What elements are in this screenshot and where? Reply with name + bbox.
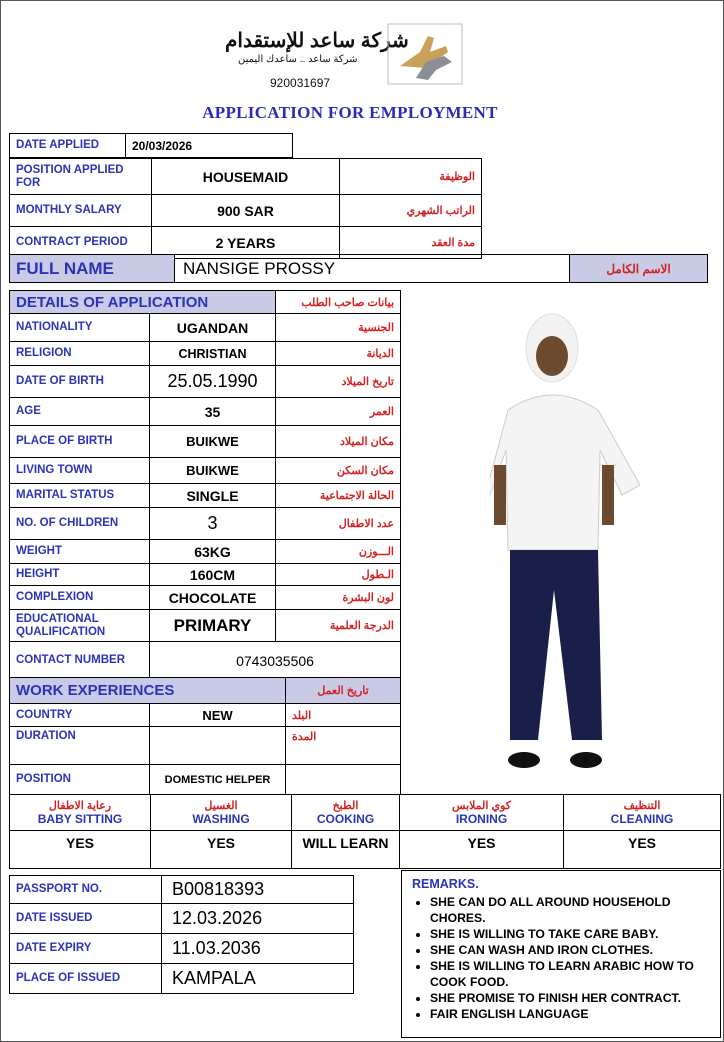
skill-washing-label: WASHING	[192, 812, 250, 826]
height-label: HEIGHT	[10, 564, 150, 586]
education-value: PRIMARY	[150, 610, 276, 642]
skill-cleaning-header	[564, 795, 721, 831]
full-name-value: NANSIGE PROSSY	[175, 255, 570, 283]
living-town-value: BUIKWE	[150, 458, 276, 484]
skill-babysitting-header	[10, 795, 151, 831]
contact-value: 0743035506	[150, 642, 401, 680]
nationality-label-ar: الجنسية	[276, 314, 401, 342]
position-label: POSITION APPLIED FOR	[10, 159, 152, 195]
place-of-birth-value: BUIKWE	[150, 426, 276, 458]
age-label: AGE	[10, 398, 150, 426]
skill-ironing-header	[400, 795, 564, 831]
passport-no-label: PASSPORT NO.	[10, 876, 162, 904]
work-country-label-ar: البلد	[286, 704, 401, 727]
work-position-extra	[286, 765, 401, 795]
skill-cleaning-label: CLEANING	[610, 812, 674, 826]
skill-cleaning-value: YES	[564, 831, 721, 869]
salary-label-ar: الراتب الشهري	[340, 195, 482, 227]
date-applied-table	[9, 133, 293, 158]
marital-status-label-ar: الحالة الاجتماعية	[276, 484, 401, 508]
place-issued-label: PLACE OF ISSUED	[10, 964, 162, 994]
skill-cleaning-ar: التنظيف	[623, 800, 661, 812]
date-applied-label: DATE APPLIED	[10, 134, 126, 158]
complexion-value: CHOCOLATE	[150, 586, 276, 610]
religion-value: CHRISTIAN	[150, 342, 276, 366]
work-duration-value	[150, 727, 286, 765]
living-town-label-ar: مكان السكن	[276, 458, 401, 484]
marital-status-value: SINGLE	[150, 484, 276, 508]
passport-no-value: B00818393	[162, 876, 354, 904]
contract-value: 2 YEARS	[152, 227, 340, 259]
skill-washing-ar: الغسيل	[204, 800, 238, 812]
work-duration-label: DURATION	[10, 727, 150, 765]
date-issued-value: 12.03.2026	[162, 904, 354, 934]
skill-babysitting-value: YES	[10, 831, 151, 869]
children-label: NO. OF CHILDREN	[10, 508, 150, 540]
skill-washing-value: YES	[151, 831, 292, 869]
remark-item: • SHE IS WILLING TO TAKE CARE BABY.	[430, 926, 710, 942]
religion-label: RELIGION	[10, 342, 150, 366]
place-of-birth-label: PLACE OF BIRTH	[10, 426, 150, 458]
dob-label: DATE OF BIRTH	[10, 366, 150, 398]
remarks-box	[401, 870, 721, 1038]
place-issued-value: KAMPALA	[162, 964, 354, 994]
passport-table	[9, 875, 354, 994]
weight-value: 63KG	[150, 540, 276, 564]
work-position-value: DOMESTIC HELPER	[150, 765, 286, 795]
job-table	[9, 158, 482, 259]
skill-cooking-value: WILL LEARN	[292, 831, 400, 869]
height-value: 160CM	[150, 564, 276, 586]
full-name-label-ar: الاسم الكامل	[570, 255, 708, 283]
remarks-title: REMARKS.	[412, 877, 479, 891]
full-name-table	[9, 254, 708, 283]
weight-label-ar: الـــوزن	[276, 540, 401, 564]
skill-babysitting-label: BABY SITTING	[37, 812, 123, 826]
children-value: 3	[150, 508, 276, 540]
work-header: WORK EXPERIENCES	[10, 678, 286, 704]
position-label-ar: الوظيفة	[340, 159, 482, 195]
date-expiry-value: 11.03.2036	[162, 934, 354, 964]
skill-cooking-header	[292, 795, 400, 831]
details-header-ar: بيانات صاحب الطلب	[276, 291, 401, 314]
work-header-ar: تاريخ العمل	[286, 678, 401, 704]
skill-ironing-ar: كوي الملابس	[451, 800, 511, 812]
work-country-value: NEW	[150, 704, 286, 727]
contact-label: CONTACT NUMBER	[10, 642, 150, 680]
nationality-value: UGANDAN	[150, 314, 276, 342]
height-label-ar: الـطول	[276, 564, 401, 586]
work-country-label: COUNTRY	[10, 704, 150, 727]
skill-ironing-label: IRONING	[455, 812, 508, 826]
work-position-label: POSITION	[10, 765, 150, 795]
skill-ironing-value: YES	[400, 831, 564, 869]
work-table	[9, 677, 401, 795]
details-table	[9, 290, 401, 680]
living-town-label: LIVING TOWN	[10, 458, 150, 484]
date-expiry-label: DATE EXPIRY	[10, 934, 162, 964]
remark-item: • SHE PROMISE TO FINISH HER CONTRACT.	[430, 990, 710, 1006]
complexion-label-ar: لون البشرة	[276, 586, 401, 610]
age-label-ar: العمر	[276, 398, 401, 426]
dob-value: 25.05.1990	[150, 366, 276, 398]
salary-value: 900 SAR	[152, 195, 340, 227]
date-issued-label: DATE ISSUED	[10, 904, 162, 934]
weight-label: WEIGHT	[10, 540, 150, 564]
skill-babysitting-ar: رعاية الاطفال	[48, 800, 112, 812]
position-value: HOUSEMAID	[152, 159, 340, 195]
religion-label-ar: الديانة	[276, 342, 401, 366]
remark-item: • FAIR ENGLISH LANGUAGE	[430, 1006, 710, 1022]
remarks-list	[412, 894, 710, 1022]
complexion-label: COMPLEXION	[10, 586, 150, 610]
skills-table	[9, 794, 721, 869]
contract-label-ar: مدة العقد	[340, 227, 482, 259]
place-of-birth-label-ar: مكان الميلاد	[276, 426, 401, 458]
remark-item: • SHE CAN WASH AND IRON CLOTHES.	[430, 942, 710, 958]
remark-item: • SHE IS WILLING TO LEARN ARABIC HOW TO COOK FOOD.	[430, 958, 710, 990]
contract-label: CONTRACT PERIOD	[10, 227, 152, 259]
nationality-label: NATIONALITY	[10, 314, 150, 342]
education-label: EDUCATIONAL QUALIFICATION	[10, 610, 150, 642]
form-title: APPLICATION FOR EMPLOYMENT	[202, 103, 498, 122]
company-phone: 920031697	[270, 76, 331, 90]
children-label-ar: عدد الاطفال	[276, 508, 401, 540]
company-slogan: شركة ساعد .. ساعدك اليمين	[238, 54, 358, 65]
skill-cooking-label: COOKING	[316, 812, 375, 826]
remark-item: • SHE CAN DO ALL AROUND HOUSEHOLD CHORES.	[430, 894, 710, 926]
company-name-arabic: شركة ساعد للإستقدام	[225, 30, 409, 52]
date-applied-value: 20/03/2026	[126, 134, 293, 158]
skill-washing-header	[151, 795, 292, 831]
helping-hands-logo-icon	[386, 22, 464, 86]
full-name-label: FULL NAME	[10, 255, 175, 283]
dob-label-ar: تاريخ الميلاد	[276, 366, 401, 398]
candidate-photo	[490, 300, 650, 780]
details-header: DETAILS OF APPLICATION	[10, 291, 276, 314]
skill-cooking-ar: الطبخ	[332, 800, 359, 812]
marital-status-label: MARITAL STATUS	[10, 484, 150, 508]
education-label-ar: الدرجة العلمية	[276, 610, 401, 642]
age-value: 35	[150, 398, 276, 426]
work-duration-label-ar: المدة	[286, 727, 401, 765]
salary-label: MONTHLY SALARY	[10, 195, 152, 227]
